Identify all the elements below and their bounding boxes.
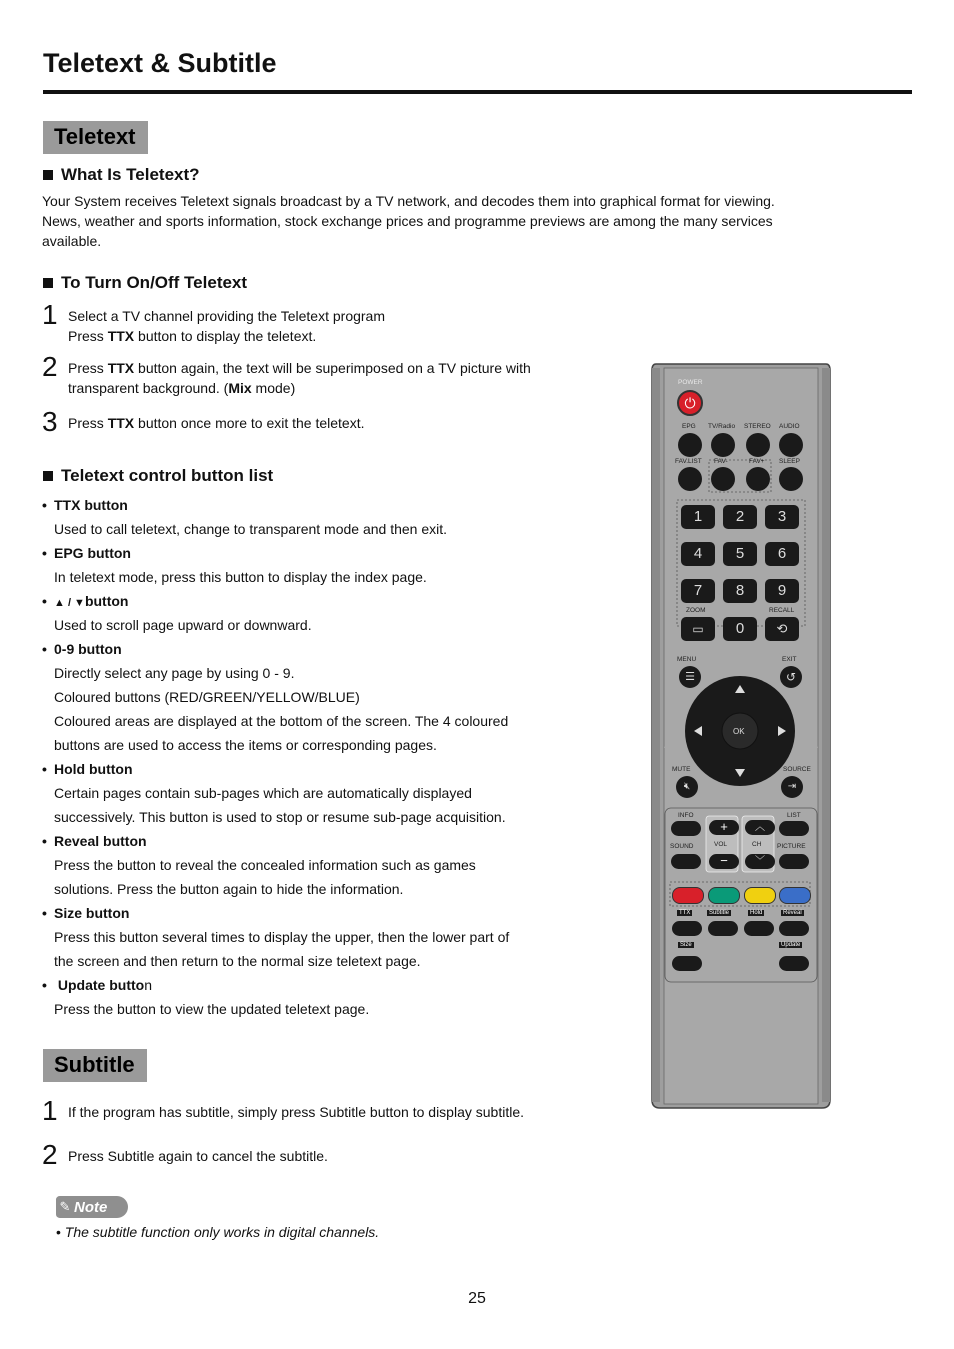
volume-up-button[interactable]: +: [709, 820, 739, 835]
zoom-icon: ▭: [692, 622, 704, 636]
teletext-section-heading: Teletext: [43, 121, 148, 154]
note-text: • The subtitle function only works in digital channels.: [56, 1224, 380, 1240]
paperclip-icon: ✎: [59, 1199, 71, 1214]
sound-button[interactable]: [671, 854, 701, 869]
digit-1-button[interactable]: 1: [681, 505, 715, 529]
zoom-button[interactable]: [681, 617, 715, 641]
note-label: Note: [74, 1198, 108, 1216]
list-item-head: • EPG button: [42, 545, 131, 561]
fav-list-button[interactable]: [678, 467, 702, 491]
what-is-teletext-paragraph: [42, 191, 862, 251]
source-icon: ⇥: [787, 781, 797, 792]
ttx-button[interactable]: [672, 921, 702, 936]
fav-list-label: FAV.LIST: [675, 458, 702, 465]
digit-8-button[interactable]: 8: [723, 579, 757, 603]
digit-6-button[interactable]: 6: [765, 542, 799, 566]
chevron-up-icon: ︿: [755, 822, 765, 833]
step-text: [68, 413, 365, 433]
fav-up-label: FAV+: [749, 458, 765, 465]
stereo-button[interactable]: [746, 433, 770, 457]
reveal-button[interactable]: [779, 921, 809, 936]
left-arrow-button[interactable]: [690, 721, 706, 741]
turn-on-off-title: To Turn On/Off Teletext: [61, 273, 248, 292]
audio-label: AUDIO: [779, 423, 800, 430]
picture-label: PICTURE: [777, 843, 806, 850]
page-title: Teletext & Subtitle: [43, 48, 277, 78]
list-item-desc: Used to call teletext, change to transparent mode and then exit.: [54, 521, 448, 537]
down-arrow-button[interactable]: [730, 766, 750, 782]
square-bullet-icon: [43, 170, 53, 180]
list-item-desc: the screen and then return to the normal size teletext page.: [54, 953, 421, 969]
title-rule: [43, 90, 912, 94]
stereo-label: STEREO: [744, 423, 771, 430]
control-list-title: Teletext control button list: [61, 466, 274, 485]
subtitle-button[interactable]: [708, 921, 738, 936]
control-list-heading: [43, 466, 273, 486]
epg-button[interactable]: [678, 433, 702, 457]
list-item-desc: Coloured buttons (RED/GREEN/YELLOW/BLUE): [54, 689, 360, 705]
step-number: 3: [42, 406, 58, 437]
update-label: Update: [781, 942, 801, 948]
channel-up-button[interactable]: [745, 820, 775, 835]
list-item-head: • TTX button: [42, 497, 128, 513]
zoom-label: ZOOM: [686, 607, 706, 614]
subtitle-section-heading: Subtitle: [43, 1049, 147, 1082]
subtitle-step-2: [42, 1139, 328, 1170]
yellow-button[interactable]: [744, 887, 776, 904]
what-is-teletext-title: What Is Teletext?: [61, 165, 200, 184]
mute-label: MUTE: [672, 766, 691, 773]
step-number: 1: [42, 1095, 58, 1126]
mute-button[interactable]: [676, 776, 698, 798]
list-item-desc: Press the button to reveal the concealed information such as games: [54, 857, 476, 873]
menu-list-icon: ☰: [685, 671, 695, 683]
step-line: Press TTX button to display the teletext.: [68, 328, 317, 344]
menu-button[interactable]: [679, 666, 701, 688]
square-bullet-icon: [43, 471, 53, 481]
up-down-arrows-icon: ▲ / ▼: [54, 597, 85, 609]
red-button[interactable]: [672, 887, 704, 904]
step-1: [42, 299, 386, 346]
green-button[interactable]: [708, 887, 740, 904]
step-3: [42, 406, 365, 437]
tv-radio-label: TV/Radio: [708, 423, 736, 430]
size-label: Size: [680, 942, 692, 948]
step-number: 1: [42, 299, 58, 330]
list-item-head: • ▲ / ▼button: [42, 593, 129, 609]
paragraph-line: available.: [42, 233, 102, 249]
subtitle-step-1: [42, 1095, 525, 1126]
volume-down-button[interactable]: −: [709, 854, 739, 869]
paragraph-line: Your System receives Teletext signals broadcast by a TV network, and decodes them into graphical format for viewing.: [42, 193, 775, 209]
menu-label: MENU: [677, 656, 697, 663]
step-number: 2: [42, 1139, 58, 1170]
source-button[interactable]: [781, 776, 803, 798]
right-arrow-button[interactable]: [774, 721, 790, 741]
fav-down-label: FAV-: [714, 458, 728, 465]
digit-4-button[interactable]: 4: [681, 542, 715, 566]
list-label: LIST: [787, 812, 801, 819]
source-label: SOURCE: [783, 766, 811, 773]
list-item-desc: buttons are used to access the items or corresponding pages.: [54, 737, 437, 753]
vol-label: VOL: [714, 841, 728, 848]
step-text: If the program has subtitle, simply press Subtitle button to display subtitle.: [68, 1104, 525, 1120]
step-line: transparent background. (Mix mode): [68, 380, 296, 396]
step-text: Press Subtitle again to cancel the subtitle.: [68, 1148, 328, 1164]
digit-3-button[interactable]: 3: [765, 505, 799, 529]
step-number: 2: [42, 351, 58, 382]
recall-label: RECALL: [769, 607, 795, 614]
ttx-label: TTX: [679, 910, 691, 916]
exit-button[interactable]: [780, 666, 802, 688]
audio-button[interactable]: [779, 433, 803, 457]
step-line: Press TTX button again, the text will be superimposed on a TV picture with: [68, 360, 531, 376]
what-is-teletext-heading: [43, 165, 200, 185]
list-item-desc: Press the button to view the updated teletext page.: [54, 1001, 370, 1017]
ch-label: CH: [752, 841, 762, 848]
list-item-desc: solutions. Press the button again to hide the information.: [54, 881, 404, 897]
hold-label: Hold: [750, 910, 763, 916]
channel-down-button[interactable]: [745, 854, 775, 869]
square-bullet-icon: [43, 278, 53, 288]
exit-label: EXIT: [782, 656, 797, 663]
ok-label: OK: [733, 727, 745, 736]
tv-radio-button[interactable]: [711, 433, 735, 457]
picture-button[interactable]: [779, 854, 809, 869]
page-number: 25: [468, 1290, 486, 1307]
list-item-desc: In teletext mode, press this button to display the index page.: [54, 569, 427, 585]
step-2: [42, 351, 531, 398]
return-icon: ↺: [785, 670, 797, 684]
step-line: Press TTX button once more to exit the teletext.: [68, 415, 365, 431]
update-button[interactable]: [779, 956, 809, 971]
digit-5-button[interactable]: 5: [723, 542, 757, 566]
list-item-desc: successively. This button is used to stop or resume sub-page acquisition.: [54, 809, 506, 825]
control-button-list: [42, 493, 602, 1021]
epg-label: EPG: [682, 423, 696, 430]
remote-control-illustration: [650, 360, 832, 1110]
list-item-head: • Hold button: [42, 761, 133, 777]
step-text: [68, 358, 531, 398]
turn-on-off-heading: [43, 273, 247, 293]
paragraph-line: News, weather and sports information, stock exchange prices and programme previews are among the many services: [42, 213, 773, 229]
list-item-head: • Reveal button: [42, 833, 147, 849]
note-badge: [56, 1196, 128, 1218]
size-button[interactable]: [672, 956, 702, 971]
power-button[interactable]: ⏻: [677, 390, 703, 416]
mute-icon: 🔇︎: [683, 781, 691, 792]
blue-button[interactable]: [779, 887, 811, 904]
step-line: Select a TV channel providing the Teletext program: [68, 308, 386, 324]
sleep-button[interactable]: [779, 467, 803, 491]
fav-down-button[interactable]: [711, 467, 735, 491]
digit-7-button[interactable]: 7: [681, 579, 715, 603]
digit-2-button[interactable]: 2: [723, 505, 757, 529]
list-button[interactable]: [779, 821, 809, 836]
list-item-desc: Certain pages contain sub-pages which are automatically displayed: [54, 785, 472, 801]
step-text: [68, 306, 385, 346]
sleep-label: SLEEP: [779, 458, 800, 465]
list-item-head: • Update button: [42, 977, 153, 993]
digit-0-button[interactable]: 0: [723, 617, 757, 641]
list-item-head: • Size button: [42, 905, 130, 921]
reveal-label: Reveal: [783, 910, 802, 916]
power-label: POWER: [678, 379, 703, 386]
list-item-desc: Coloured areas are displayed at the bottom of the screen. The 4 coloured: [54, 713, 509, 729]
list-item-desc: Directly select any page by using 0 - 9.: [54, 665, 295, 681]
fav-up-button[interactable]: [746, 467, 770, 491]
recall-button[interactable]: [765, 617, 799, 641]
sound-label: SOUND: [670, 843, 694, 850]
recall-icon: ⟲: [776, 621, 788, 636]
digit-9-button[interactable]: 9: [765, 579, 799, 603]
list-item-desc: Used to scroll page upward or downward.: [54, 617, 312, 633]
list-item-desc: Press this button several times to display the upper, then the lower part of: [54, 929, 510, 945]
info-button[interactable]: [671, 821, 701, 836]
info-label: INFO: [678, 812, 694, 819]
subtitle-label: Subtitle: [709, 910, 730, 916]
chevron-down-icon: ﹀: [755, 856, 765, 867]
list-item-head: • 0-9 button: [42, 641, 122, 657]
up-arrow-button[interactable]: [730, 680, 750, 696]
hold-button[interactable]: [744, 921, 774, 936]
